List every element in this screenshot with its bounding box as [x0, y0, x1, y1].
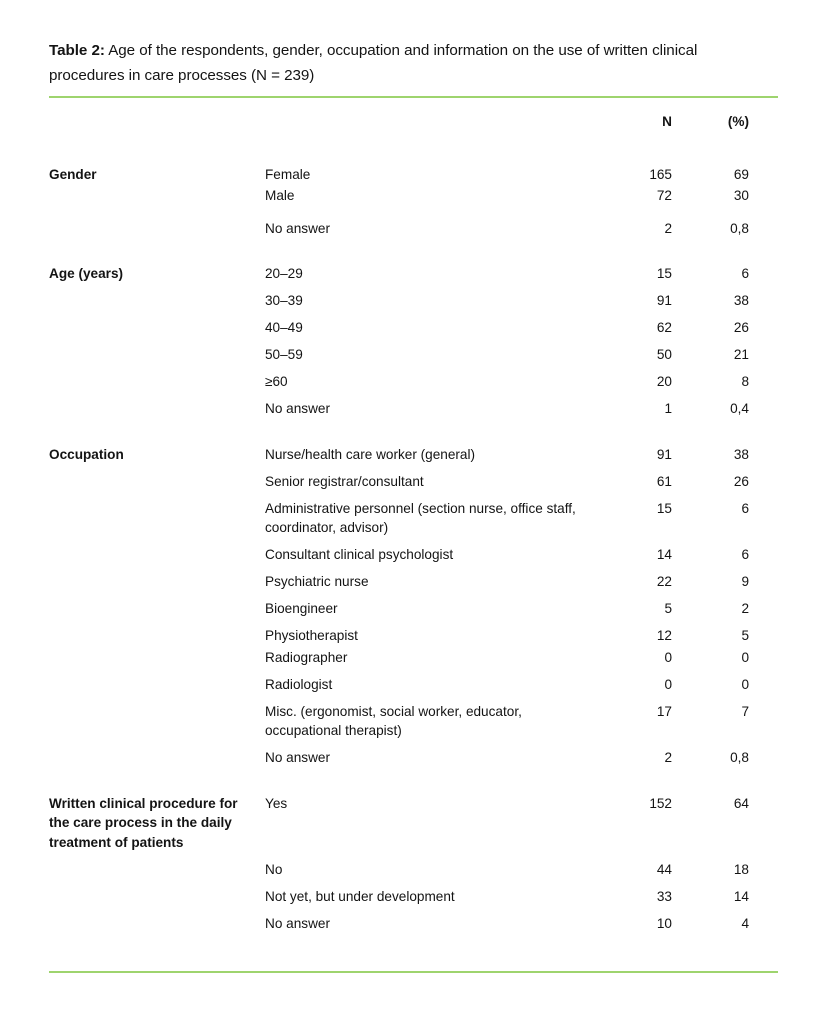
- row-item-label: Nurse/health care worker (general): [265, 446, 476, 462]
- table-row: [49, 887, 749, 907]
- table-caption: [49, 38, 767, 88]
- row-percent-value: 2: [741, 601, 749, 616]
- row-n-value: 15: [656, 266, 672, 281]
- row-category-label: Age (years): [49, 266, 124, 281]
- table-row: [49, 794, 749, 853]
- row-n-value: 15: [656, 500, 672, 516]
- row-n-value: 20: [656, 374, 672, 389]
- row-item-label: Yes: [265, 795, 288, 811]
- row-n-value: 14: [656, 547, 672, 562]
- row-item-label: Consultant clinical psychologist: [265, 547, 454, 562]
- table-row: [49, 399, 749, 419]
- row-percent-value: 30: [733, 188, 749, 203]
- row-n-value: 5: [664, 601, 672, 616]
- row-n-value: 44: [656, 861, 672, 877]
- row-n-value: 165: [649, 166, 672, 182]
- row-percent-value: 64: [733, 795, 749, 811]
- row-percent-value: 26: [733, 320, 749, 335]
- table-row: [49, 675, 749, 695]
- row-category-label: Occupation: [49, 446, 124, 462]
- row-n-value: 22: [656, 574, 672, 589]
- table-row: [49, 291, 749, 311]
- row-percent-value: 0,8: [730, 220, 749, 236]
- row-n-value: 91: [656, 293, 672, 308]
- row-item-label: Male: [265, 188, 295, 203]
- row-n-value: 0: [664, 676, 672, 692]
- table-row: [49, 318, 749, 338]
- row-item-label: Radiographer: [265, 649, 348, 665]
- row-percent-value: 14: [733, 888, 749, 904]
- row-n-value: 91: [656, 446, 672, 462]
- table-row: [49, 219, 749, 239]
- row-percent-value: 18: [733, 861, 749, 877]
- row-percent-value: 26: [733, 473, 749, 489]
- row-percent-value: 7: [741, 703, 749, 719]
- row-n-value: 2: [664, 220, 672, 236]
- row-item-label: Physiotherapist: [265, 628, 358, 643]
- row-item-label: Misc. (ergonomist, social worker, educator, occupational therapist): [265, 703, 522, 738]
- row-percent-value: 6: [741, 547, 749, 562]
- row-n-value: 72: [656, 188, 672, 203]
- table-row: [49, 748, 749, 768]
- table-row: [49, 572, 749, 592]
- table-row: [49, 345, 749, 365]
- table-bottom-rule: [49, 971, 778, 973]
- row-category-label: Gender: [49, 166, 97, 182]
- row-n-value: 33: [656, 888, 672, 904]
- table-caption-label: Table 2:: [49, 42, 105, 59]
- row-percent-value: 6: [741, 266, 749, 281]
- table-header-row: [49, 112, 749, 132]
- row-item-label: No: [265, 861, 283, 877]
- table-row: [49, 860, 749, 880]
- table-row: [49, 545, 749, 565]
- row-percent-value: 4: [741, 915, 749, 931]
- row-n-value: 62: [656, 320, 672, 335]
- row-n-value: 17: [656, 703, 672, 719]
- row-item-label: Not yet, but under development: [265, 888, 455, 904]
- section-spacer: [49, 419, 749, 445]
- row-n-value: 61: [656, 473, 672, 489]
- row-n-value: 2: [664, 750, 672, 765]
- row-percent-value: 38: [733, 446, 749, 462]
- row-item-label: Psychiatric nurse: [265, 574, 369, 589]
- row-percent-value: 0: [741, 676, 749, 692]
- row-n-value: 10: [656, 915, 672, 931]
- header-percent: (%): [727, 114, 749, 129]
- row-percent-value: 6: [741, 500, 749, 516]
- row-item-label: No answer: [265, 915, 330, 931]
- row-percent-value: 38: [733, 293, 749, 308]
- section-spacer: [49, 238, 749, 264]
- table-row: [49, 264, 749, 284]
- row-n-value: 152: [649, 795, 672, 811]
- row-item-label: 30–39: [265, 293, 303, 308]
- row-item-label: 40–49: [265, 320, 303, 335]
- row-n-value: 0: [664, 649, 672, 665]
- table-row: [49, 445, 749, 465]
- table-row: [49, 626, 749, 646]
- header-n: N: [662, 114, 672, 129]
- table-row: [49, 702, 749, 741]
- row-item-label: Bioengineer: [265, 601, 338, 616]
- row-item-label: 20–29: [265, 266, 303, 281]
- row-percent-value: 8: [741, 374, 749, 389]
- table-row: [49, 648, 749, 668]
- row-percent-value: 0,8: [730, 750, 749, 765]
- row-percent-value: 21: [733, 347, 749, 362]
- table-row: [49, 472, 749, 492]
- table-row: [49, 186, 749, 206]
- row-n-value: 50: [656, 347, 672, 362]
- data-table: [49, 112, 749, 933]
- table-row: [49, 165, 749, 185]
- row-item-label: Female: [265, 166, 311, 182]
- table-row: [49, 372, 749, 392]
- header-spacer: [49, 132, 749, 165]
- table-row: [49, 499, 749, 538]
- row-item-label: ≥60: [265, 374, 288, 389]
- row-item-label: Administrative personnel (section nurse, office staff, coordinator, advisor): [265, 500, 576, 535]
- row-item-label: No answer: [265, 750, 330, 765]
- row-item-label: Senior registrar/consultant: [265, 473, 424, 489]
- row-percent-value: 9: [741, 574, 749, 589]
- table-body: [49, 165, 749, 934]
- table-row: [49, 599, 749, 619]
- section-spacer: [49, 768, 749, 794]
- row-percent-value: 0,4: [730, 401, 749, 416]
- row-percent-value: 5: [741, 628, 749, 643]
- row-category-label: Written clinical procedure for the care process in the daily treatment of patients: [49, 795, 238, 850]
- row-item-label: No answer: [265, 401, 330, 416]
- row-percent-value: 0: [741, 649, 749, 665]
- table-row: [49, 914, 749, 934]
- row-percent-value: 69: [733, 166, 749, 182]
- row-item-label: No answer: [265, 220, 330, 236]
- row-item-label: Radiologist: [265, 676, 333, 692]
- row-n-value: 1: [664, 401, 672, 416]
- row-n-value: 12: [656, 628, 672, 643]
- row-item-label: 50–59: [265, 347, 303, 362]
- table-top-rule: [49, 96, 778, 98]
- table-caption-text: Age of the respondents, gender, occupation and information on the use of written clinical procedures in care processes (N = 239): [49, 42, 698, 84]
